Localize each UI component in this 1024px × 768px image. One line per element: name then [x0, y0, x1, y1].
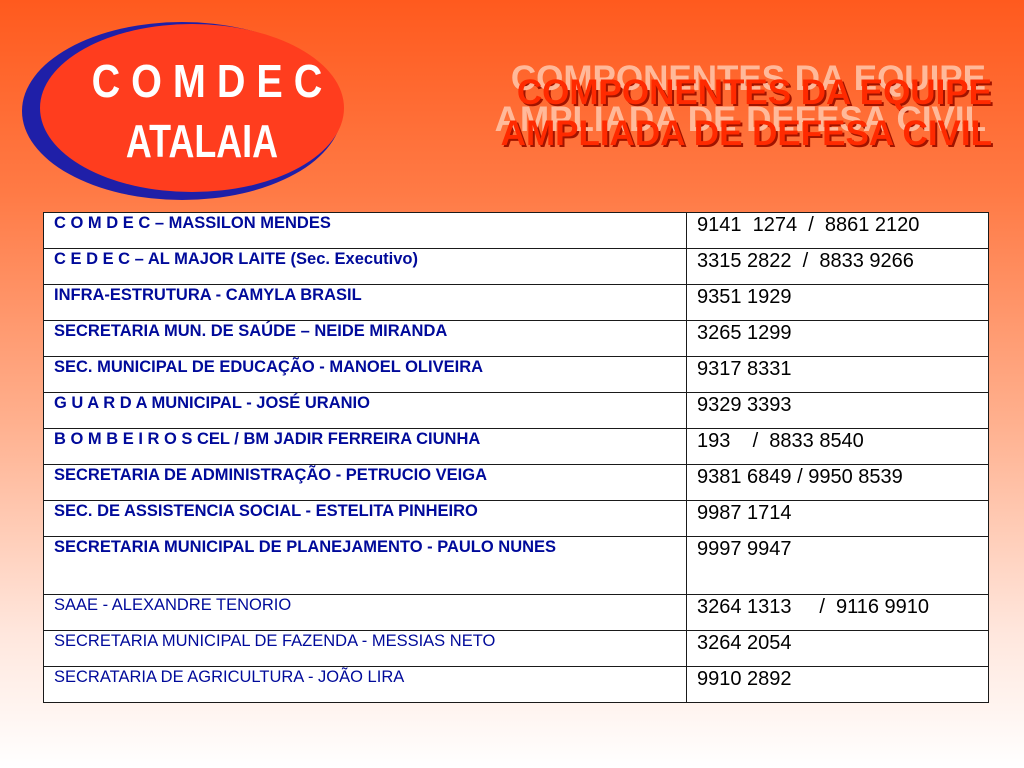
- table-row: [44, 393, 989, 429]
- member-name-cell: SEC. DE ASSISTENCIA SOCIAL - ESTELITA PINHEIRO: [44, 501, 687, 537]
- phone-cell: 3265 1299: [687, 321, 989, 357]
- phone-cell: 3264 1313 / 9116 9910: [687, 595, 989, 631]
- phone-cell: 9141 1274 / 8861 2120: [687, 213, 989, 249]
- logo-line2: ATALAIA: [125, 115, 279, 168]
- logo-line1: C O M D E C: [91, 56, 323, 108]
- phone-cell: 9317 8331: [687, 357, 989, 393]
- member-name-cell: SECRETARIA MUN. DE SAÚDE – NEIDE MIRANDA: [44, 321, 687, 357]
- phone-cell: 9997 9947: [687, 537, 989, 595]
- phone-cell: 193 / 8833 8540: [687, 429, 989, 465]
- member-name-cell: C O M D E C – MASSILON MENDES: [44, 213, 687, 249]
- phone-cell: 9329 3393: [687, 393, 989, 429]
- phone-cell: 3264 2054: [687, 631, 989, 667]
- table-row: [44, 213, 989, 249]
- phone-cell: 9910 2892: [687, 667, 989, 703]
- table-row: [44, 429, 989, 465]
- table-row: [44, 249, 989, 285]
- table-row: [44, 667, 989, 703]
- title-line1: COMPONENTES DA EQUIPE: [516, 73, 992, 112]
- member-name-cell: SAAE - ALEXANDRE TENORIO: [44, 595, 687, 631]
- phone-cell: 9381 6849 / 9950 8539: [687, 465, 989, 501]
- member-name-cell: INFRA-ESTRUTURA - CAMYLA BRASIL: [44, 285, 687, 321]
- member-name-cell: SECRETARIA DE ADMINISTRAÇÃO - PETRUCIO VEIGA: [44, 465, 687, 501]
- phone-cell: 3315 2822 / 8833 9266: [687, 249, 989, 285]
- member-name-cell: SEC. MUNICIPAL DE EDUCAÇÃO - MANOEL OLIVEIRA: [44, 357, 687, 393]
- title-line2: AMPLIADA DE DEFESA CIVIL: [500, 114, 992, 153]
- table-row: [44, 631, 989, 667]
- table-row: [44, 285, 989, 321]
- table-row: [44, 321, 989, 357]
- table-row: [44, 465, 989, 501]
- table-row: [44, 501, 989, 537]
- member-name-cell: SECRETARIA MUNICIPAL DE FAZENDA - MESSIAS NETO: [44, 631, 687, 667]
- member-name-cell: C E D E C – AL MAJOR LAITE (Sec. Executivo): [44, 249, 687, 285]
- member-name-cell: SECRATARIA DE AGRICULTURA - JOÃO LIRA: [44, 667, 687, 703]
- member-name-cell: SECRETARIA MUNICIPAL DE PLANEJAMENTO - PAULO NUNES: [44, 537, 687, 595]
- team-table: [43, 212, 989, 703]
- page-title: [352, 72, 992, 154]
- team-table-body: [44, 213, 989, 703]
- table-row: [44, 357, 989, 393]
- member-name-cell: B O M B E I R O S CEL / BM JADIR FERREIRA CIUNHA: [44, 429, 687, 465]
- phone-cell: 9987 1714: [687, 501, 989, 537]
- phone-cell: 9351 1929: [687, 285, 989, 321]
- member-name-cell: G U A R D A MUNICIPAL - JOSÉ URANIO: [44, 393, 687, 429]
- table-row: [44, 537, 989, 595]
- comdec-logo: [22, 22, 352, 200]
- table-row: [44, 595, 989, 631]
